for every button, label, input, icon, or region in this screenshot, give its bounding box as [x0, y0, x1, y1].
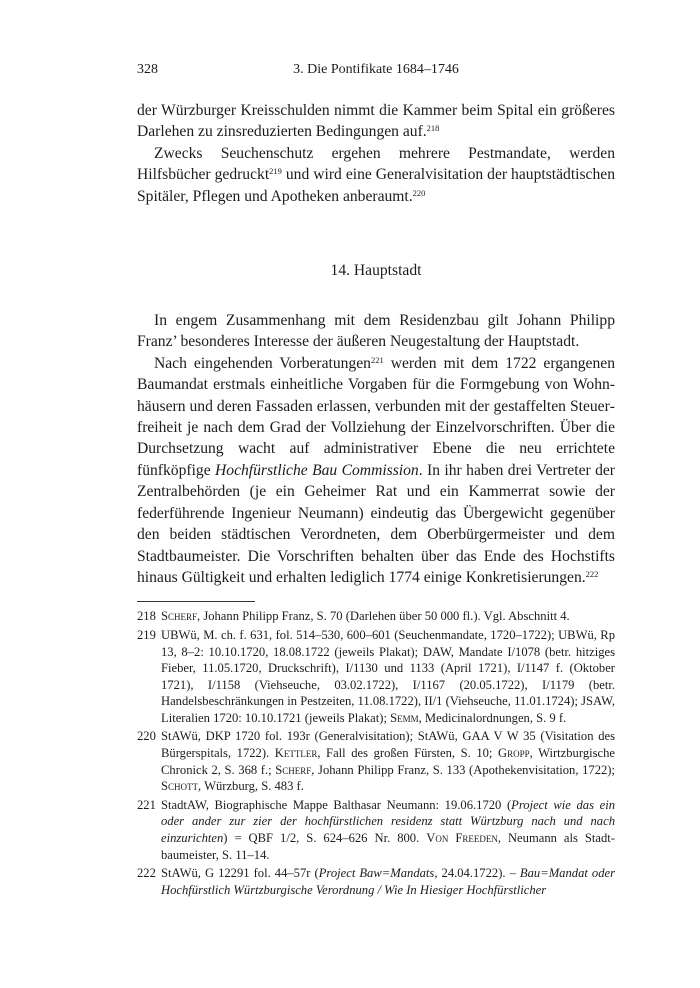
footnote-text: StAWü, DKP 1720 fol. 193r (Generalvisitation); StAWü, GAA V W 35 (Visitation des Bürgerspitals, 1722). Kettler, Fall des großen Fürsten, S. 10; Gropp, Wirtzburgische Chronick 2, S. 368 f.; Scherf, Johann Philipp Franz, S. 133 (Apothekenvisitation, 1722); Schott, Würzburg, S. 483 f.: [161, 729, 615, 794]
paragraph-hauptstadt-intro: In engem Zusammenhang mit dem Residenzbau gilt Johann Philipp Franz’ besonderes Interesse der äußeren Neugestaltung der Hauptstadt.: [137, 312, 615, 351]
footnotes: [137, 608, 615, 898]
main-text: [137, 100, 615, 588]
footnote-number: 219: [137, 627, 156, 642]
section-heading: 14. Hauptstadt: [330, 262, 422, 280]
footnote-text: StAWü, G 12291 fol. 44–57r (Project Baw=Mandats, 24.04.1722). – Bau=Mandat oder Hochfürstlich Würtzburgische Verordnung / Wie In Hiesiger Hochfürstlicher: [161, 866, 615, 897]
footnote-number: 218: [137, 609, 156, 624]
footnote-218: [137, 608, 615, 625]
footnote-separator: [137, 601, 255, 602]
paragraph-continuation: der Würzburger Kreisschulden nimmt die Kammer beim Spital ein größeres Darlehen zu zinsreduzierten Bedingungen auf.$^{218}$: [137, 102, 615, 141]
footnote-ref-218[interactable]: 218: [426, 123, 440, 134]
running-title: 3. Die Pontifikate 1684–1746: [293, 62, 459, 77]
footnote-text: UBWü, M. ch. f. 631, fol. 514–530, 600–601 (Seuchenmandate, 1720–1722); UBWü, Rp 13, 8–2: 10.10.1720, 18.08.1722 (jeweils Plakat); DAW, Mandate I/1078 (betr. hitziges Fieber, 11.05.1720, Druckschrift), I/1130 und 1133 (April 1721), I/1147 f. (Oktober 1721), I/1158 (Viehseuche, 03.02.1722), I/1167 (20.05.1722), I/1179 (betr. Handelsbeschränkungen in Pestzeiten, 11.08.1722), II/1 (Viehseuche, 11.01.1724); JSAW, Literalien 1720: 10.10.1721 (jeweils Plakat); Semm, Medicinalordnungen, S. 9 f.: [161, 627, 615, 725]
page-number: 328: [137, 62, 158, 77]
footnote-ref-220[interactable]: 220: [412, 187, 426, 198]
footnote-221: [137, 797, 615, 863]
paragraph-baumandat: Nach eingehenden Vorberatungen$^{221}$ werden mit dem 1722 ergangenen Baumandat erstmals einheitliche Vorgaben für die Formgebung von Wohnhäusern und deren Fassaden erlassen, verbunden mit der gestaffelten Steuerfreiheit je nach dem Grad der Vollziehung der Einzelvorschriften. Über die Durchsetzung wacht auf administrativer Ebene die neu errichtete fünfköpfige Hochfürstliche Bau Commission. In ihr haben drei Vertreter der Zentralbehörden (je ein Geheimer Rat und ein Kammerrat sowie der federführende Ingenieur Neumann) eindeutig das Übergewicht gegenüber den beiden städtischen Verordneten, dem Oberbürgermeister und dem Stadtbaumeister. Die Vorschriften behalten über das Ende des Hochstifts hinaus Gültigkeit und erhalten lediglich 1774 einige Konkretisierungen.$^{222}$: [137, 354, 615, 586]
paragraph-seuchenschutz: Zwecks Seuchenschutz ergehen mehrere Pestmandate, werden Hilfsbücher gedruckt$^{219}$ und wird eine Generalvisitation der hauptstädtischen Spitäler, Pflegen und Apotheken anberaumt.$^{220}$: [137, 144, 615, 205]
footnote-ref-219[interactable]: 219: [269, 166, 282, 177]
footnote-ref-221[interactable]: 221: [370, 354, 384, 365]
running-header: [137, 62, 615, 84]
footnote-number: 221: [137, 797, 156, 812]
footnote-text: StadtAW, Biographische Mappe Balthasar Neumann: 19.06.1720 (Project wie das ein oder ander zur zier der hochfürstlichen residenz statt Würtzburg nach und nach einzurichten) = QBF 1/2, S. 624–626 Nr. 800. Von Freeden, Neumann als Stadtbaumeister, S. 11–14.: [161, 797, 615, 862]
italic-term: Hochfürstliche Bau Commission: [215, 461, 419, 479]
footnote-219: [137, 627, 615, 727]
footnote-number: 220: [137, 729, 156, 744]
book-page: [137, 62, 615, 900]
footnote-220: [137, 728, 615, 794]
footnote-number: 222: [137, 866, 156, 881]
footnote-222: [137, 865, 615, 898]
footnote-text: Scherf, Johann Philipp Franz, S. 70 (Darlehen über 50 000 fl.). Vgl. Abschnitt 4.: [161, 609, 570, 624]
footnote-ref-222[interactable]: 222: [585, 568, 599, 579]
